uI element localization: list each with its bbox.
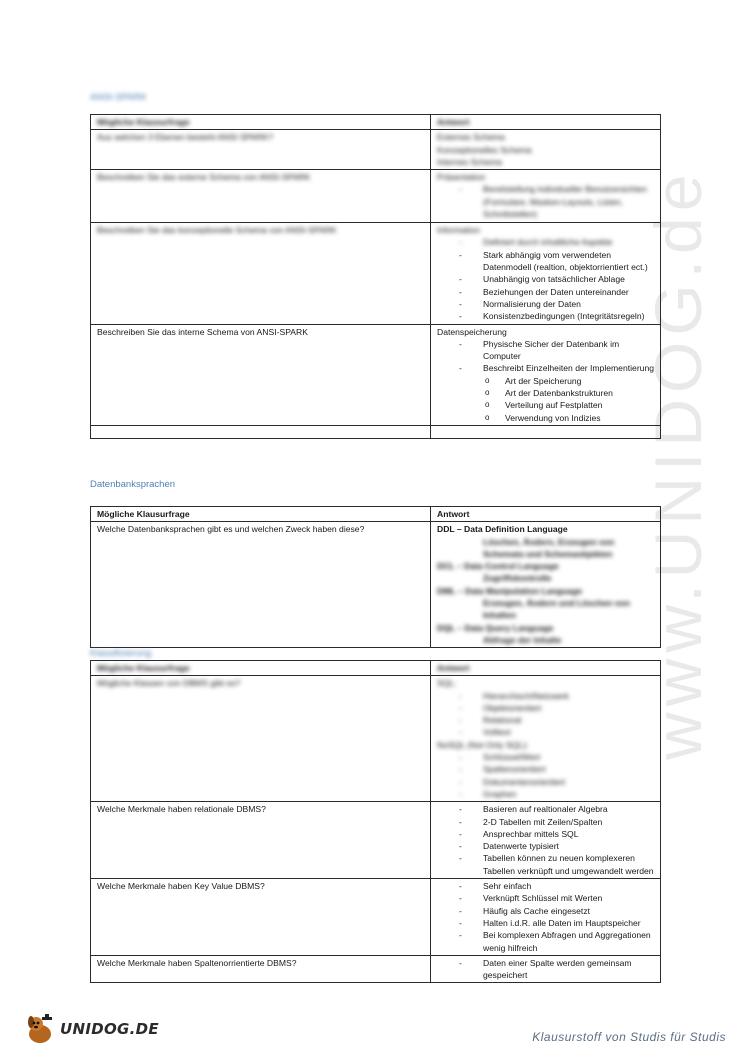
answer-item: - Objektorientiert	[459, 702, 654, 714]
section-heading-klassifizierung: Klassifizierung	[90, 648, 152, 659]
answer-title: DDL – Data Definition Language	[437, 524, 568, 535]
table-row	[91, 676, 661, 802]
answer-item: - 2-D Tabellen mit Zeilen/Spalten	[459, 816, 654, 828]
empty-cell	[91, 425, 431, 438]
dog-icon	[24, 1012, 58, 1046]
table-header-row	[91, 115, 661, 130]
answer-item: - Tabellen können zu neuen komplexeren Tabellen verknüpft und umgewandelt werden	[459, 852, 654, 877]
answer-item: - Häufig als Cache eingesetzt	[459, 905, 654, 917]
answer-line: Erzeugen, Ändern und Löschen von Inhalten	[483, 598, 631, 621]
answer-title: Datenspeicherung	[437, 326, 507, 337]
header-question: Mögliche Klausurfrage	[91, 507, 431, 522]
logo-text: UNIDOG.DE	[60, 1020, 159, 1038]
answer-item: - Verknüpft Schlüssel mit Werten	[459, 892, 654, 904]
table-header-row	[91, 661, 661, 676]
answer-item: - Basieren auf realtionaler Algebra	[459, 803, 654, 815]
question-cell: Beschreiben Sie das interne Schema von ANSI-SPARK	[91, 324, 431, 425]
answer-cell	[431, 676, 661, 802]
table-klassifizierung	[90, 660, 661, 983]
table-row-empty	[91, 425, 661, 438]
answer-line: Zugriffskontrolle	[483, 573, 552, 584]
answer-subitem: o Verteilung auf Festplatten	[485, 399, 654, 411]
answer-item: - Konsistenzbedingungen (Integritätsregeln)	[459, 310, 654, 322]
table-row	[91, 223, 661, 324]
answer-cell	[431, 170, 661, 223]
table-datenbanksprachen	[90, 506, 661, 648]
watermark: www.UNIDOG.de	[641, 168, 715, 760]
answer-cell	[431, 324, 661, 425]
table-row	[91, 802, 661, 879]
table-row	[91, 955, 661, 983]
answer-item: - Halten i.d.R. alle Daten im Hauptspeicher	[459, 917, 654, 929]
answer-item: - Normalisierung der Daten	[459, 298, 654, 310]
answer-item: - Hierarchisch/Netzwerk	[459, 690, 654, 702]
answer-item: - Daten einer Spalte werden gemeinsam gespeichert	[459, 957, 654, 982]
table-row	[91, 170, 661, 223]
answer-cell	[431, 223, 661, 324]
section-heading-ansi-spark: ANSI-SPARK	[90, 92, 147, 103]
footer-tagline: Klausurstoff von Studis für Studis	[532, 1030, 726, 1044]
section-heading-datenbanksprachen: Datenbanksprachen	[90, 479, 176, 490]
answer-item: - Unabhängig von tatsächlicher Ablage	[459, 273, 654, 285]
header-question: Mögliche Klausurfrage	[91, 661, 431, 676]
answer-title: Präsentation	[437, 172, 486, 183]
answer-subitem: o Art der Datenbankstrukturen	[485, 387, 654, 399]
answer-cell	[431, 130, 661, 170]
answer-item: - Beziehungen der Daten untereinander	[459, 286, 654, 298]
header-answer: Antwort	[431, 507, 661, 522]
answer-group-title: NoSQL (Not Only SQL):	[437, 739, 529, 750]
answer-item: - Bei komplexen Abfragen und Aggregationen wenig hilfreich	[459, 929, 654, 954]
table-row	[91, 130, 661, 170]
answer-subitem: o Verwendung von Indizies	[485, 412, 654, 424]
empty-cell	[431, 425, 661, 438]
answer-item: - Graphen	[459, 788, 654, 800]
table-ansi-spark	[90, 114, 661, 439]
answer-item: - Relational	[459, 714, 654, 726]
answer-line: Abfrage der Inhalte	[483, 634, 562, 645]
question-cell: Mögliche Klassen von DBMS gibt es?	[91, 676, 431, 802]
table-row	[91, 879, 661, 956]
answer-item: - Volltext	[459, 726, 654, 738]
answer-item: - Spaltenorientiert	[459, 763, 654, 775]
answer-cell	[431, 955, 661, 983]
answer-item: - Physische Sicher der Datenbank im Computer	[459, 338, 654, 363]
question-cell: Welche Datenbanksprachen gibt es und welchen Zweck haben diese?	[91, 522, 431, 648]
question-cell: Aus welchen 3 Ebenen besteht ANSI SPARK?	[91, 130, 431, 170]
answer-line: Externes Schema	[437, 132, 505, 143]
answer-line: DML – Data Manipulation Language	[437, 585, 582, 596]
answer-title: Information	[437, 225, 480, 236]
answer-line: DQL – Data Query Language	[437, 622, 554, 633]
question-cell: Beschreiben Sie das externe Schema von ANSI-SPARK	[91, 170, 431, 223]
answer-line: Löschen, Ändern, Erzeugen von Schemata und Schemaobjekten	[483, 536, 615, 559]
header-answer: Antwort	[431, 661, 661, 676]
answer-cell	[431, 802, 661, 879]
answer-group-title: SQL:	[437, 678, 457, 689]
table-row	[91, 324, 661, 425]
question-text: Beschreiben Sie das konzeptionelle Schema von ANSI-SPARK	[97, 225, 337, 236]
question-cell	[91, 223, 431, 324]
answer-item: - Stark abhängig vom verwendeten Datenmodell (realtion, objektorrientiert ect.)	[459, 249, 654, 274]
question-cell: Welche Merkmale haben relationale DBMS?	[91, 802, 431, 879]
answer-item: - Schlüssel/Wert	[459, 751, 654, 763]
table-row	[91, 522, 661, 648]
answer-cell	[431, 522, 661, 648]
header-question: Mögliche Klausurfrage	[91, 115, 431, 130]
answer-cell	[431, 879, 661, 956]
answer-subitem: o Art der Speicherung	[485, 375, 654, 387]
answer-item: - Bereitstellung individueller Benutzersichten (Formulare, Masken-Layouts, Listen, Schnittstellen)	[459, 183, 654, 220]
answer-line: Internes Schema	[437, 156, 502, 167]
header-answer: Antwort	[431, 115, 661, 130]
answer-line: Konzeptionelles Schema	[437, 144, 532, 155]
answer-item: - Dokumentenorientiert	[459, 776, 654, 788]
answer-item: - Beschreibt Einzelheiten der Implementierung	[459, 362, 654, 374]
question-cell: Welche Merkmale haben Key Value DBMS?	[91, 879, 431, 956]
answer-line: DCL – Data Control Language	[437, 561, 559, 572]
answer-item: - Datenwerte typisiert	[459, 840, 654, 852]
table-header-row	[91, 507, 661, 522]
answer-item: - Definiert durch inhaltliche Aspekte	[459, 236, 654, 248]
answer-item: - Sehr einfach	[459, 880, 654, 892]
unidog-logo	[24, 1010, 159, 1048]
answer-item: - Ansprechbar mittels SQL	[459, 828, 654, 840]
question-cell: Welche Merkmale haben Spaltenorrientierte DBMS?	[91, 955, 431, 983]
